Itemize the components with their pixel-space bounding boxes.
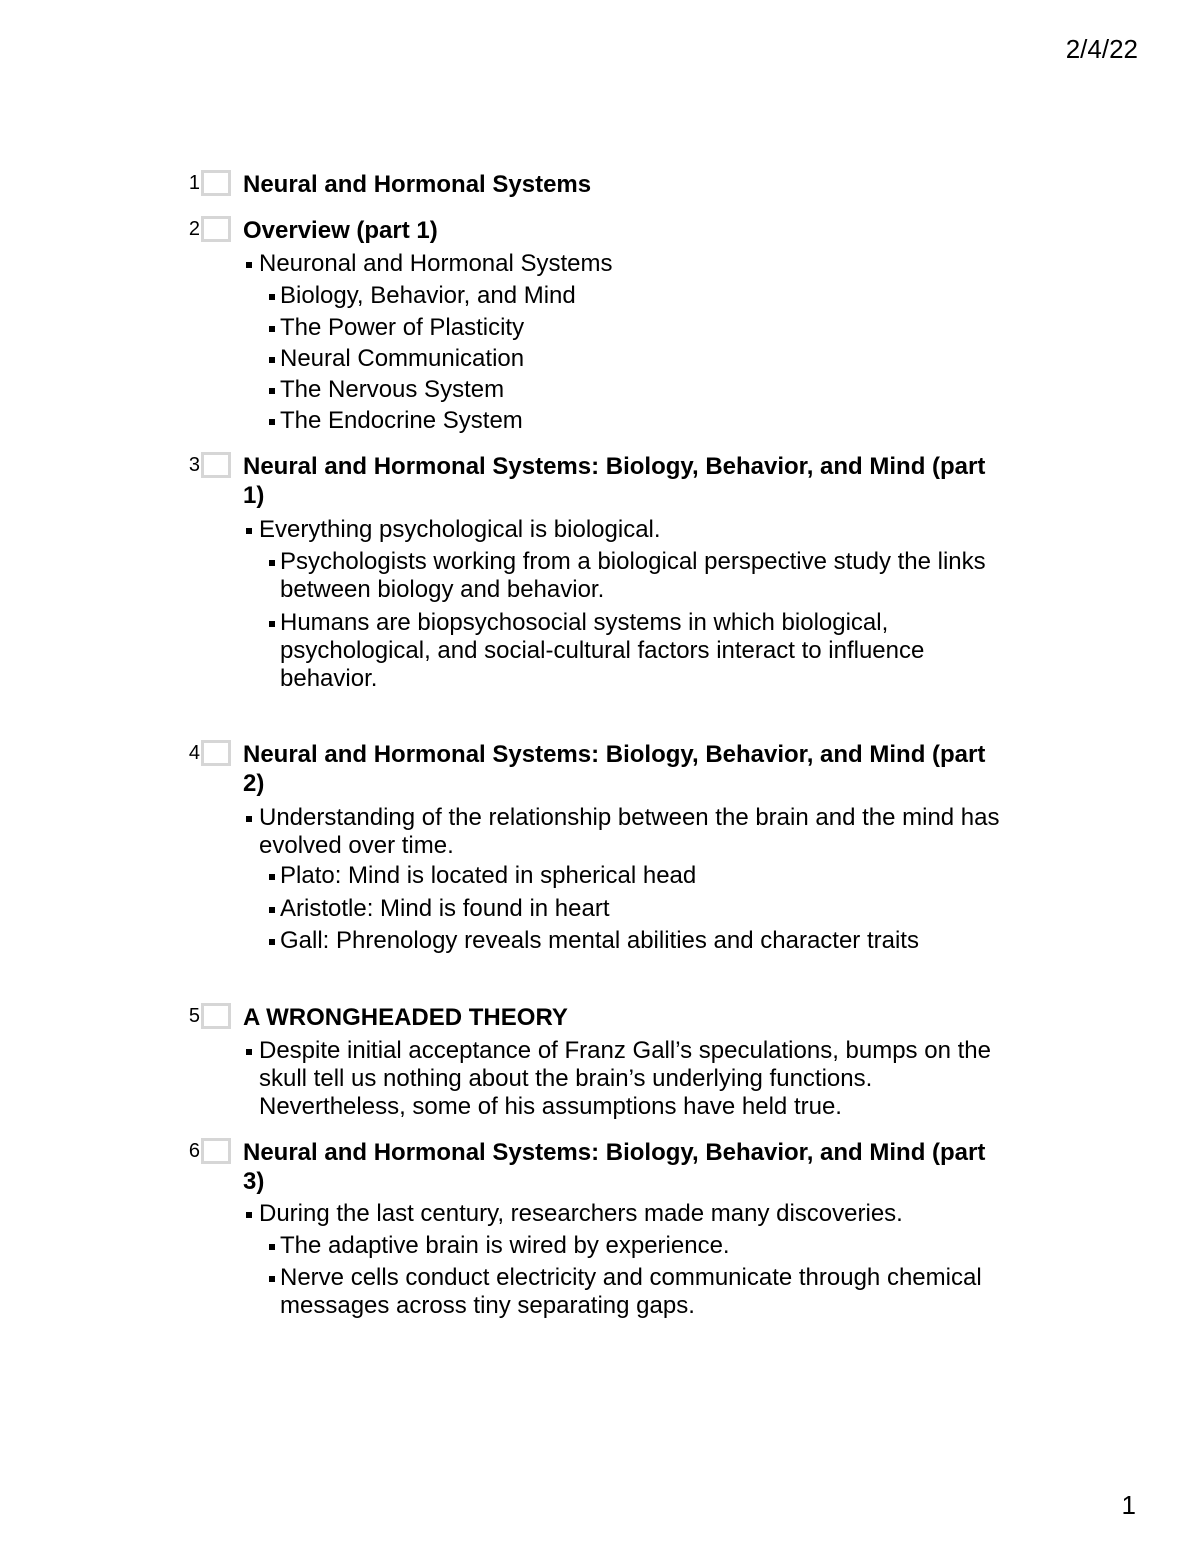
- slide-number: 2: [188, 218, 200, 240]
- bullet-level-2: The Endocrine System: [266, 407, 1000, 435]
- slide-thumbnail[interactable]: [201, 216, 231, 242]
- bullet-level-2: Neural Communication: [266, 345, 1000, 373]
- page-number: 1: [1121, 1490, 1136, 1520]
- slide-thumbnail[interactable]: [201, 170, 231, 196]
- bullet-level-2: Plato: Mind is located in spherical head: [266, 862, 1000, 890]
- slide-title: Neural and Hormonal Systems: Biology, Behavior, and Mind (part 2): [243, 741, 986, 797]
- bullet-level-2: Psychologists working from a biological perspective study the links between biology and behavior.: [266, 548, 1000, 604]
- bullet-level-2: The Nervous System: [266, 376, 1000, 404]
- slide-number: 4: [188, 742, 200, 764]
- bullet-level-2: Biology, Behavior, and Mind: [266, 282, 1000, 310]
- bullet-level-2: Aristotle: Mind is found in heart: [266, 895, 1000, 923]
- bullet-level-1: Neuronal and Hormonal Systems: [243, 250, 1019, 278]
- bullet-level-2: Gall: Phrenology reveals mental abilities and character traits: [266, 927, 1000, 955]
- slide-number: 6: [188, 1140, 200, 1162]
- slide-thumbnail[interactable]: [201, 452, 231, 478]
- slide-number: 3: [188, 454, 200, 476]
- bullet-level-2: The adaptive brain is wired by experience.: [266, 1232, 1000, 1260]
- slide-title: Neural and Hormonal Systems: Biology, Behavior, and Mind (part 1): [243, 453, 986, 509]
- bullet-level-1: Understanding of the relationship between the brain and the mind has evolved over time.: [243, 804, 1019, 860]
- bullet-level-1: Everything psychological is biological.: [243, 516, 1019, 544]
- slide-number: 1: [188, 172, 200, 194]
- bullet-level-2: The Power of Plasticity: [266, 314, 1000, 342]
- slide-thumbnail[interactable]: [201, 1003, 231, 1029]
- bullet-level-1: During the last century, researchers made many discoveries.: [243, 1200, 1019, 1228]
- slide-thumbnail[interactable]: [201, 1138, 231, 1164]
- bullet-level-2: Nerve cells conduct electricity and communicate through chemical messages across tiny separating gaps.: [266, 1264, 1000, 1320]
- slide-thumbnail[interactable]: [201, 740, 231, 766]
- slide-number: 5: [188, 1005, 200, 1027]
- slide-title: Neural and Hormonal Systems: Biology, Behavior, and Mind (part 3): [243, 1139, 986, 1195]
- bullet-level-1: Despite initial acceptance of Franz Gall’s speculations, bumps on the skull tell us nothing about the brain’s underlying functions. Nevertheless, some of his assumptions have held true.: [243, 1037, 1019, 1121]
- slide-title: Overview (part 1): [243, 217, 438, 244]
- slide-title: A WRONGHEADED THEORY: [243, 1004, 568, 1031]
- print-date: 2/4/22: [1065, 34, 1138, 64]
- slide-title: Neural and Hormonal Systems: [243, 171, 592, 198]
- bullet-level-2: Humans are biopsychosocial systems in which biological, psychological, and social-cultural factors interact to influence behavior.: [266, 609, 1000, 693]
